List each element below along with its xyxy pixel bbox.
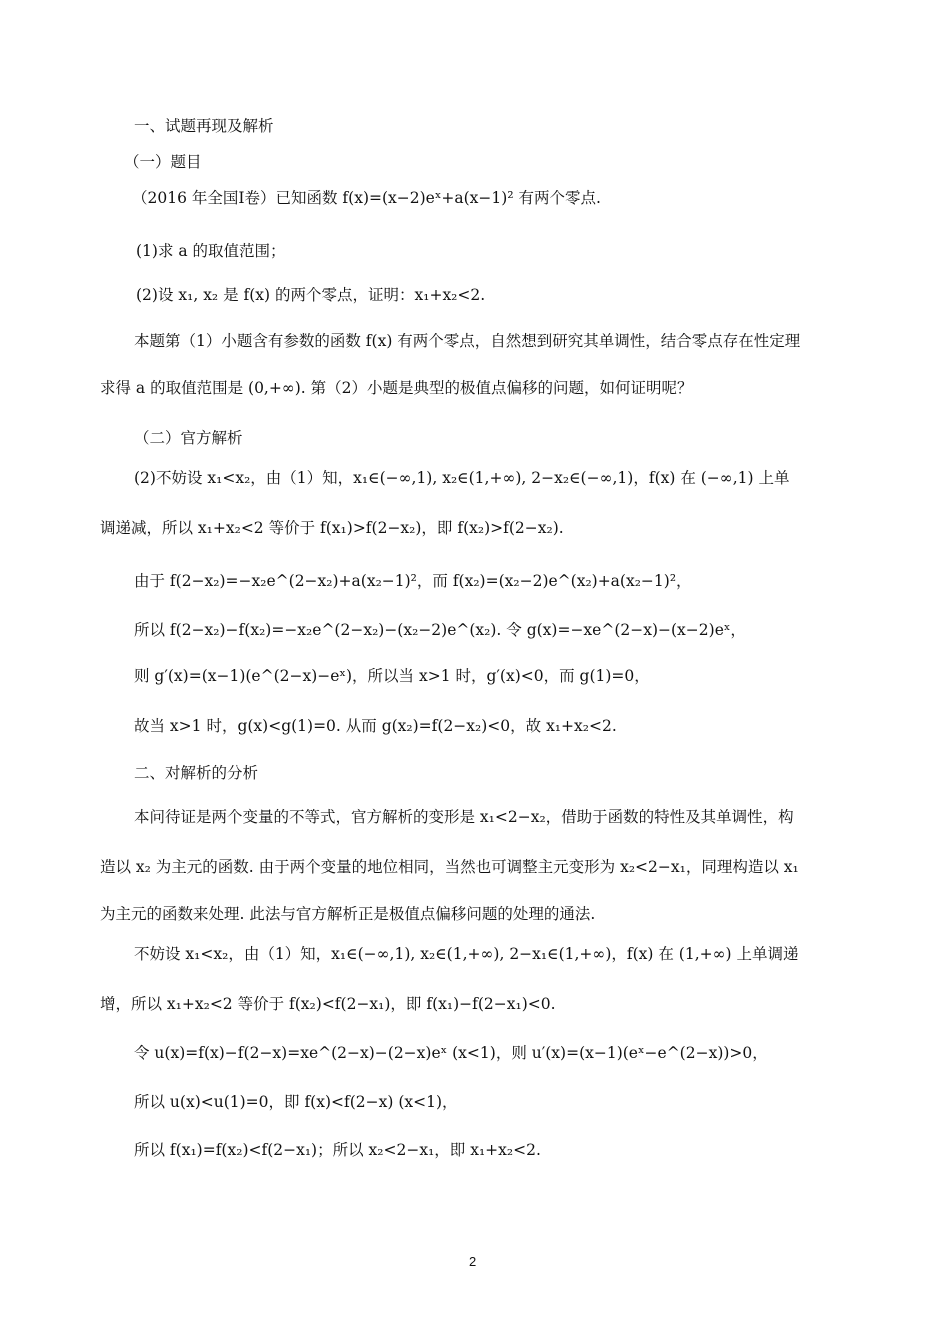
analysis-line-7: 所以 u(x)<u(1)=0，即 f(x)<f(2−x) (x<1)， [134,1093,458,1111]
paragraph-intro-line-2: 求得 a 的取值范围是 (0,+∞). 第（2）小题是典型的极值点偏移的问题，如何证明呢？ [100,379,693,397]
problem-statement: （2016 年全国Ⅰ卷）已知函数 f(x)=(x−2)eˣ+a(x−1)² 有两个零点. [132,189,601,207]
page-number: 2 [469,1254,477,1269]
analysis-line-5: 增，所以 x₁+x₂<2 等价于 f(x₂)<f(2−x₁)，即 f(x₁)−f(2−x₁)<0. [100,995,556,1013]
analysis-line-6: 令 u(x)=f(x)−f(2−x)=xe^(2−x)−(2−x)eˣ (x<1)，则 u′(x)=(x−1)(eˣ−e^(2−x))>0， [134,1044,768,1062]
heading-section-1: 一、试题再现及解析 [134,117,274,135]
subheading-official-solution: （二）官方解析 [134,429,243,447]
subheading-problem: （一）题目 [124,153,202,171]
solution-line-4: 所以 f(2−x₂)−f(x₂)=−x₂e^(2−x₂)−(x₂−2)e^(x₂). 令 g(x)=−xe^(2−x)−(x−2)eˣ， [134,621,746,639]
solution-line-6: 故当 x>1 时，g(x)<g(1)=0. 从而 g(x₂)=f(2−x₂)<0，故 x₁+x₂<2. [134,717,617,735]
solution-line-1: (2)不妨设 x₁<x₂，由（1）知，x₁∈(−∞,1), x₂∈(1,+∞), 2−x₂∈(−∞,1)，f(x) 在 (−∞,1) 上单 [134,469,790,487]
analysis-line-1: 本问待证是两个变量的不等式，官方解析的变形是 x₁<2−x₂，借助于函数的特性及其单调性，构 [134,808,794,826]
analysis-line-4: 不妨设 x₁<x₂，由（1）知，x₁∈(−∞,1), x₂∈(1,+∞), 2−x₁∈(1,+∞)，f(x) 在 (1,+∞) 上单调递 [134,945,799,963]
solution-line-5: 则 g′(x)=(x−1)(e^(2−x)−eˣ)，所以当 x>1 时，g′(x)<0，而 g(1)=0， [134,667,650,685]
problem-part-1: (1)求 a 的取值范围； [136,242,286,260]
problem-part-2: (2)设 x₁, x₂ 是 f(x) 的两个零点，证明：x₁+x₂<2. [136,286,486,304]
heading-section-2: 二、对解析的分析 [134,764,259,782]
paragraph-intro-line-1: 本题第（1）小题含有参数的函数 f(x) 有两个零点，自然想到研究其单调性，结合零点存在性定理 [134,332,801,350]
analysis-line-3: 为主元的函数来处理. 此法与官方解析正是极值点偏移问题的处理的通法. [100,905,596,923]
solution-line-3: 由于 f(2−x₂)=−x₂e^(2−x₂)+a(x₂−1)²，而 f(x₂)=(x₂−2)e^(x₂)+a(x₂−1)²， [134,572,692,590]
analysis-line-2: 造以 x₂ 为主元的函数. 由于两个变量的地位相同，当然也可调整主元变形为 x₂<2−x₁，同理构造以 x₁ [100,858,799,876]
analysis-line-8: 所以 f(x₁)=f(x₂)<f(2−x₁)；所以 x₂<2−x₁，即 x₁+x₂<2. [134,1141,541,1159]
solution-line-2: 调递减，所以 x₁+x₂<2 等价于 f(x₁)>f(2−x₂)，即 f(x₂)>f(2−x₂). [100,519,564,537]
